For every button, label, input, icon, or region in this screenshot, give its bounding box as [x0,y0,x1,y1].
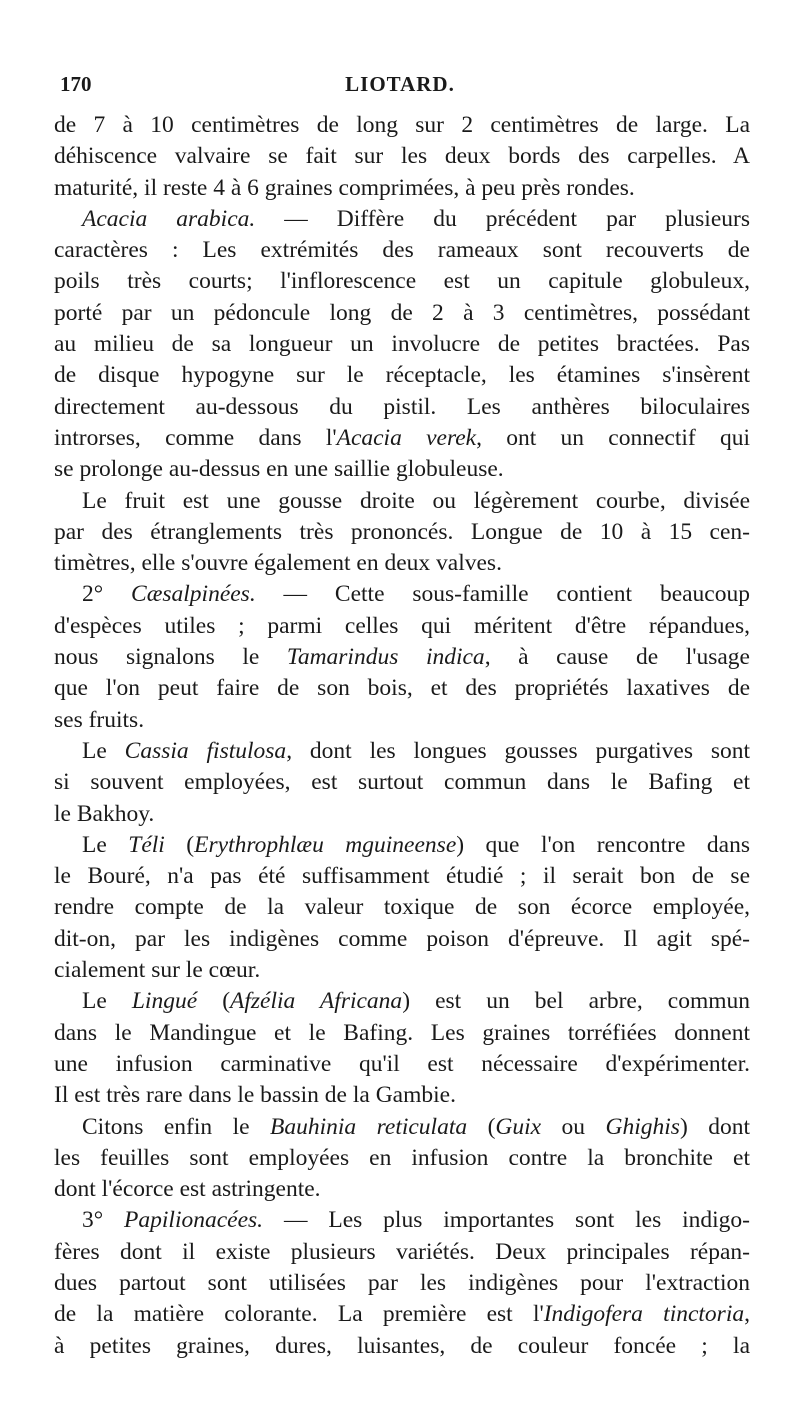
text-run: Le [82,737,125,764]
italic-text: Lingué [131,988,198,1015]
text-line [54,986,750,1017]
text-run: directement au-dessous du pistil. Les anthères biloculaires [54,393,750,420]
text-line [54,924,750,955]
text-run: de 7 à 10 centimètres de long sur 2 centimètres de large. La [54,112,750,138]
text-line [54,360,750,391]
text-line [54,767,750,798]
text-run: introrses, comme dans l' [54,424,337,451]
italic-text: Acacia verek [336,424,477,451]
text-line [54,235,750,266]
text-line [54,517,750,548]
italic-text: Indigofera tinctoria [543,1301,745,1328]
text-line [54,266,750,297]
text-line [54,673,750,704]
text-line [54,861,750,892]
text-run: ( [197,988,231,1015]
text-run: — Les plus importantes sont les indigo- [263,1207,750,1234]
text-run: le Bakhoy. [54,800,155,827]
text-line [54,1331,750,1362]
text-line [54,1143,750,1174]
text-line [54,454,750,485]
text-run: timètres, elle s'ouvre également en deux valves. [54,550,502,577]
text-line [54,548,750,579]
text-run: , ont un connectif qui [476,424,750,451]
text-run: Le fruit est une gousse droite ou légèrement courbe, divisée [82,487,750,514]
italic-text: Papilionacées. [124,1207,264,1234]
text-line [54,110,750,141]
text-run: ) dont [679,1113,750,1140]
text-run: se prolonge au-dessus en une saillie globuleuse. [54,456,504,483]
text-line [54,799,750,830]
text-run: , dont les longues gousses purgatives sont [286,737,750,764]
text-run: 2° [82,581,132,608]
italic-text: Bauhinia reticulata [270,1113,468,1140]
text-run: maturité, il reste 4 à 6 graines comprimées, à peu près rondes. [54,174,635,201]
text-run: dit-on, par les indigènes comme poison d'épreuve. Il agit spé- [54,925,750,952]
text-run: Citons enfin le [82,1113,270,1140]
italic-text: Téli [128,831,165,858]
text-line [54,892,750,923]
text-line [54,705,750,736]
text-run: que l'on peut faire de son bois, et des propriétés laxatives de [54,675,750,702]
text-run: les feuilles sont employées en infusion contre la bronchite et [54,1144,750,1171]
text-run: de disque hypogyne sur le réceptacle, les étamines s'insèrent [54,362,750,389]
text-run: , à cause de l'usage [484,644,750,671]
text-line [54,1080,750,1111]
italic-text: Tamarindus indica [286,644,485,671]
body-text [54,110,750,1362]
text-run: ) que l'on rencontre dans [456,831,750,858]
text-run: fères dont il existe plusieurs variétés. Deux principales répan- [54,1238,750,1265]
text-run: déhiscence valvaire se fait sur les deux bords des carpelles. A [54,143,750,170]
text-line [54,173,750,204]
text-run: d'espèces utiles ; parmi celles qui méritent d'être répandues, [54,612,750,639]
text-line [54,830,750,861]
text-line [54,392,750,423]
text-line [54,329,750,360]
italic-text: Acacia arabica. [82,205,256,232]
text-run: ) est un bel arbre, commun [402,988,750,1015]
text-run: ou [541,1113,606,1140]
text-run: dues partout sont utilisées par les indigènes pour l'extraction [54,1269,750,1296]
text-run: ( [467,1113,496,1140]
italic-text: Cassia fistulosa [124,737,287,764]
italic-text: Afzélia Africana [230,988,403,1015]
text-run: rendre compte de la valeur toxique de son écorce employée, [54,894,750,921]
text-line [54,1174,750,1205]
text-run: poils très courts; l'inflorescence est un capitule globuleux, [54,268,750,295]
text-run: cialement sur le cœur. [54,957,261,984]
text-line [54,1018,750,1049]
text-line [54,579,750,610]
text-run: dont l'écorce est astringente. [54,1176,321,1203]
text-run: dans le Mandingue et le Bafing. Les graines torréfiées donnent [54,1019,750,1046]
text-line [54,423,750,454]
text-run: ses fruits. [54,706,145,733]
running-title: LIOTARD. [345,72,455,96]
text-line [54,298,750,329]
text-line [54,1112,750,1143]
italic-text: Erythrophlæu mguineense [194,831,457,858]
text-line [54,955,750,986]
text-run: au milieu de sa longueur un involucre de petites bractées. Pas [54,331,750,358]
text-run: par des étranglements très prononcés. Longue de 10 à 15 cen- [54,518,750,545]
text-line [54,611,750,642]
text-line [54,736,750,767]
text-line [54,1268,750,1299]
text-line [54,1299,750,1330]
text-run: nous signalons le [54,644,287,671]
text-line [54,642,750,673]
text-run: à petites graines, dures, luisantes, de couleur foncée ; la [54,1332,750,1359]
text-line [54,1237,750,1268]
italic-text: Ghighis [605,1113,680,1140]
italic-text: Guix [495,1113,542,1140]
text-line [54,204,750,235]
text-line [54,1049,750,1080]
italic-text: Cæsalpinées. [131,581,256,608]
text-run: caractères : Les extrémités des rameaux sont recouverts de [54,237,750,264]
text-run: — Diffère du précédent par plusieurs [255,205,750,232]
text-run: le Bouré, n'a pas été suffisamment étudié ; il serait bon de se [54,863,750,890]
text-run: si souvent employées, est surtout commun dans le Bafing et [54,769,750,796]
text-run: Le [82,988,132,1015]
text-run: de la matière colorante. La première est l' [54,1301,544,1328]
text-run: Il est très rare dans le bassin de la Gambie. [54,1082,456,1109]
text-line [54,1205,750,1236]
text-run: Le [82,831,129,858]
page-header [60,68,740,98]
text-line [54,141,750,172]
page-number: 170 [60,72,92,96]
text-run: — Cette sous-famille contient beaucoup [255,581,750,608]
text-run: 3° [82,1207,125,1234]
text-run: ( [164,831,195,858]
text-run: une infusion carminative qu'il est nécessaire d'expérimenter. [54,1050,750,1077]
text-line [54,486,750,517]
text-run: , [744,1301,750,1328]
text-run: porté par un pédoncule long de 2 à 3 centimètres, possédant [54,299,750,326]
